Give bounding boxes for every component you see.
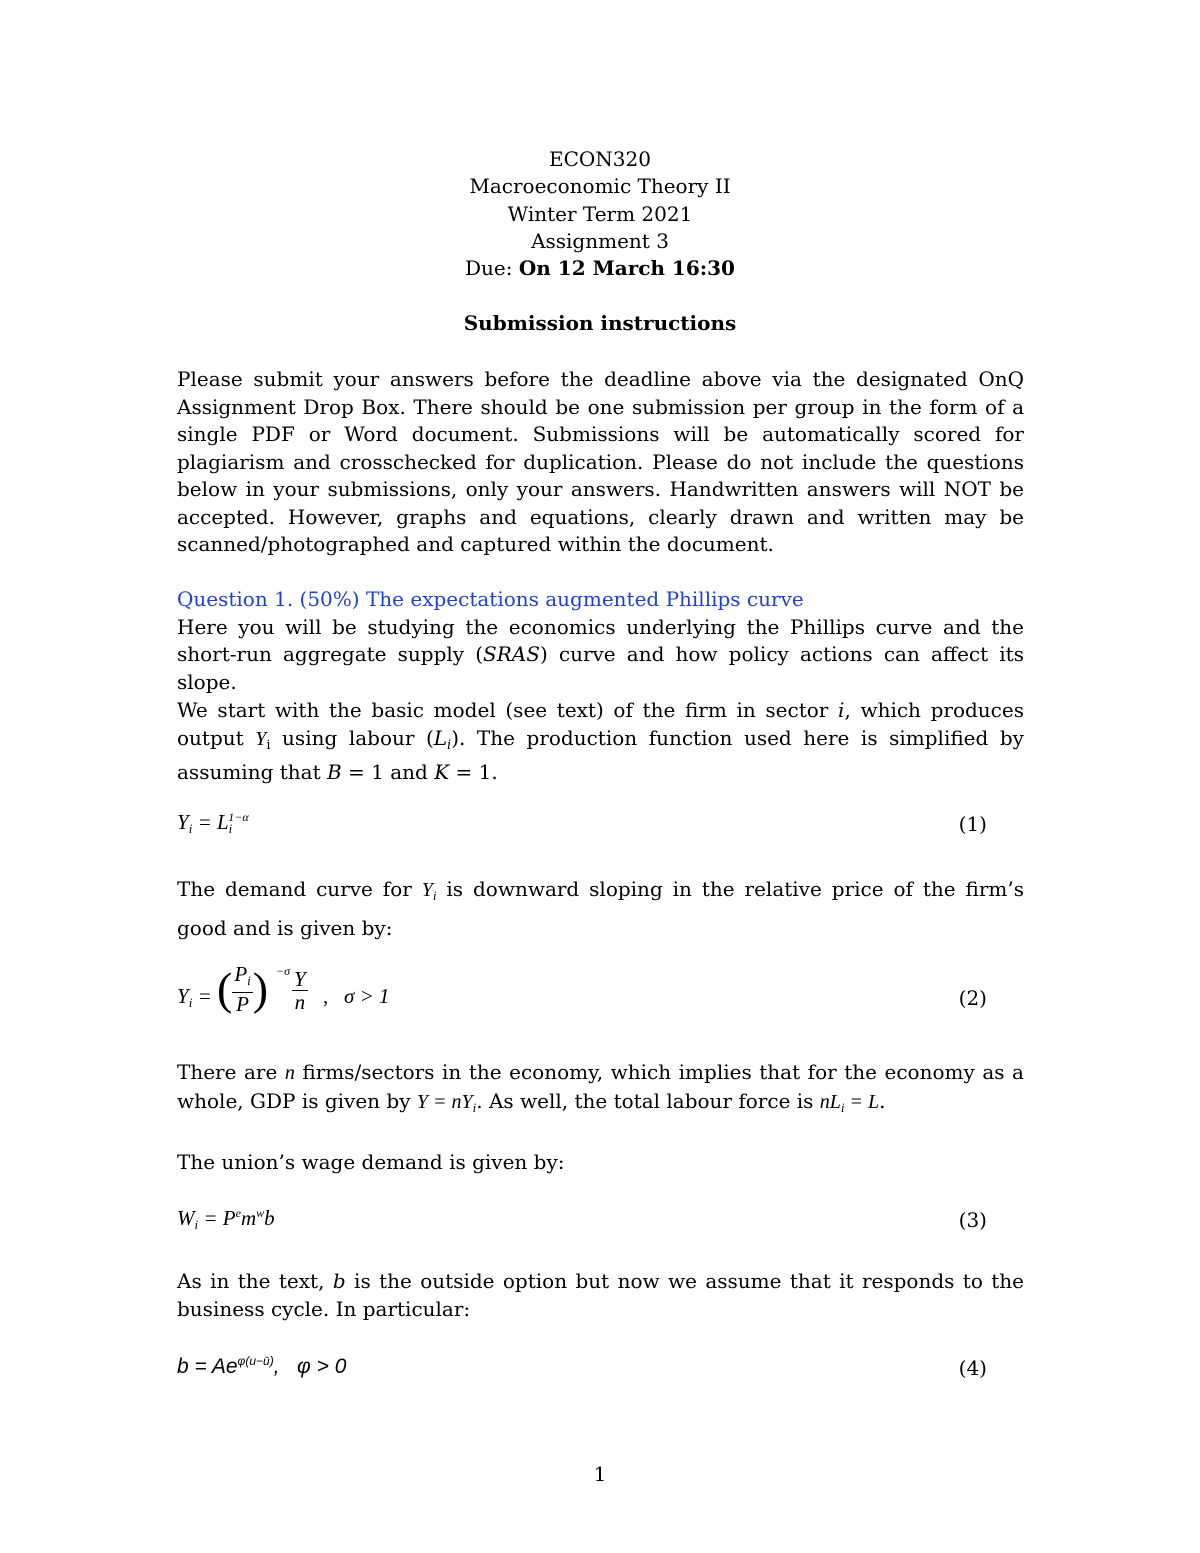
- equation-4-number: (4): [958, 1356, 987, 1380]
- question1-heading: Question 1. (50%) The expectations augmented Phillips curve: [177, 587, 804, 611]
- due-date: Due: On 12 March 16:30: [465, 256, 735, 281]
- submission-heading: Submission instructions: [463, 311, 737, 335]
- submission-body: Please submit your answers before the deadline above via the designated OnQ Assignment Drop Box. There should be one submission per group in the form of a single PDF or Word document. Submissions will be automatically scored for plagiarism and crosschecked for duplication. Please do not include the questions below in your submissions, only your answers. Handwritten answers will NOT be accepted. However, graphs and equations, clearly drawn and written may be scanned/photographed and captured within the document.: [177, 367, 1024, 556]
- equation-2-number: (2): [958, 986, 987, 1010]
- assignment-title: Assignment 3: [531, 228, 669, 253]
- equation-3-number: (3): [958, 1208, 987, 1232]
- union-wage-paragraph: The union’s wage demand is given by:: [177, 1150, 565, 1174]
- outside-option-paragraph: As in the text, b is the outside option but now we assume that it responds to the business cycle. In particular:: [177, 1269, 1025, 1321]
- equation-1-number: (1): [958, 812, 987, 836]
- course-title: Macroeconomic Theory II: [469, 174, 731, 199]
- demand-curve-paragraph: The demand curve for $Y_i$ is downward sloping in the relative price of the firm’s good and is given by:: [177, 877, 1024, 940]
- economy-gdp-paragraph: There are n firms/sectors in the economy, which implies that for the economy as a whole, GDP is given by $Y = nY_i$. As well, the total labour force is $nL_i = L$.: [177, 1060, 1024, 1115]
- question1-intro-text: Here you will be studying the economics underlying the Phillips curve and the short-run aggregate supply (SRAS) curve and how policy actions can affect its slope.: [177, 614, 1024, 694]
- equation-2: $Y_i$ = ( $\frac{P_i}{P}$ ) −σ $\frac{Y}{n}$ , σ > 1 (2): [177, 961, 987, 1016]
- page-number: 1: [593, 1462, 607, 1486]
- equation-4: $b = Ae^{\varphi(u-ū)}$, φ > 0 (4): [177, 1354, 987, 1380]
- course-code: ECON320: [549, 147, 651, 171]
- firm-model-paragraph: We start with the basic model (see text) of the firm in sector i, which produces output $Y_i$ using labour $(L_i)$. The production function used here is simplified by assuming that B = 1 and K = 1.: [177, 698, 1024, 784]
- title-block: [0, 146, 1200, 282]
- term: Winter Term 2021: [507, 201, 693, 226]
- question1-intro: [177, 586, 1024, 696]
- equation-1: $Y_i = L_i^{1-\alpha}$ (1): [177, 810, 987, 836]
- equation-3: $W_i = P^em^wb$ (3): [177, 1206, 987, 1232]
